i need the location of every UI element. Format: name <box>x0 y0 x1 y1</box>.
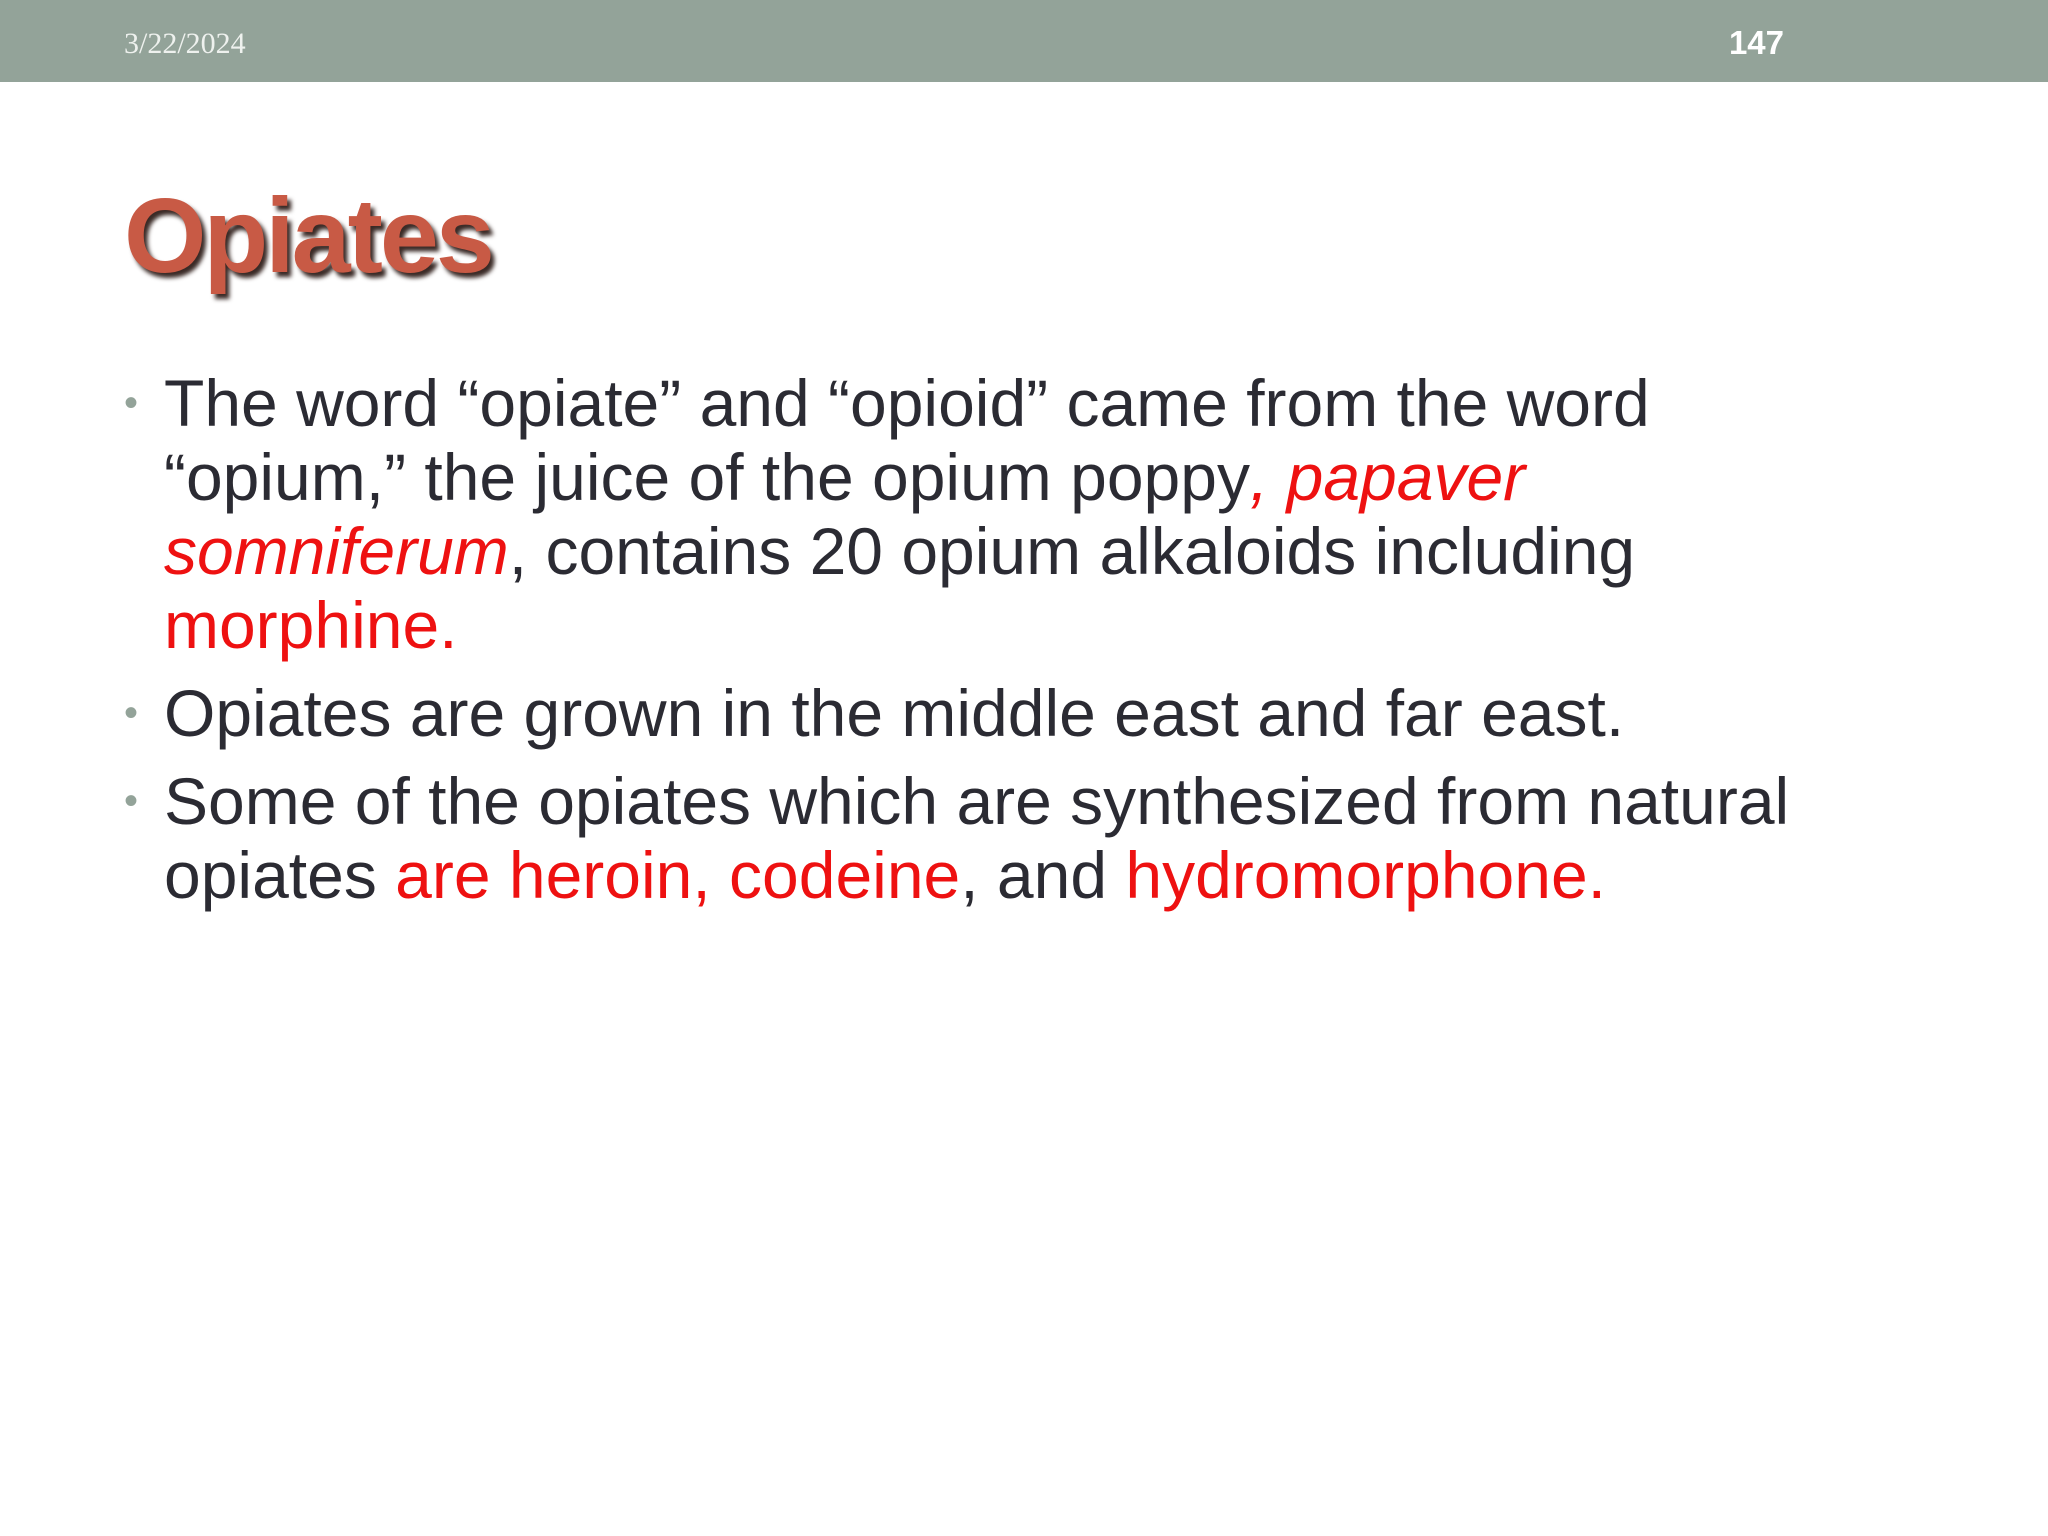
slide-number: 147 <box>1728 24 1784 61</box>
bullet-text: , and <box>960 838 1126 912</box>
bullet-dot-icon: • <box>124 779 139 823</box>
bullet-text: Opiates are grown in the middle east and far east. <box>164 676 1625 750</box>
header-bar <box>0 0 2048 82</box>
slide-date: 3/22/2024 <box>124 27 246 60</box>
highlight-text: hydromorphone. <box>1125 838 1607 912</box>
highlight-text: morphine. <box>164 588 458 662</box>
bullet-text: Some of the opiates which are synthesized from natural opiates <box>164 764 1790 912</box>
bullet-item-origin <box>124 676 1884 750</box>
bullet-dot-icon: • <box>124 381 139 425</box>
species-name: , papaver somniferum <box>164 440 1526 588</box>
slide-title: Opiates <box>124 177 492 295</box>
bullet-text: The word “opiate” and “opioid” came from the word “opium,” the juice of the opium poppy <box>164 366 1650 514</box>
bullet-dot-icon: • <box>124 691 139 735</box>
bullet-item-synthesized <box>124 764 1884 912</box>
bullet-item-etymology <box>124 366 1884 662</box>
bullet-text: , contains 20 opium alkaloids including <box>508 514 1636 588</box>
highlight-text: are heroin, codeine <box>395 838 961 912</box>
bullet-list <box>124 366 1884 926</box>
